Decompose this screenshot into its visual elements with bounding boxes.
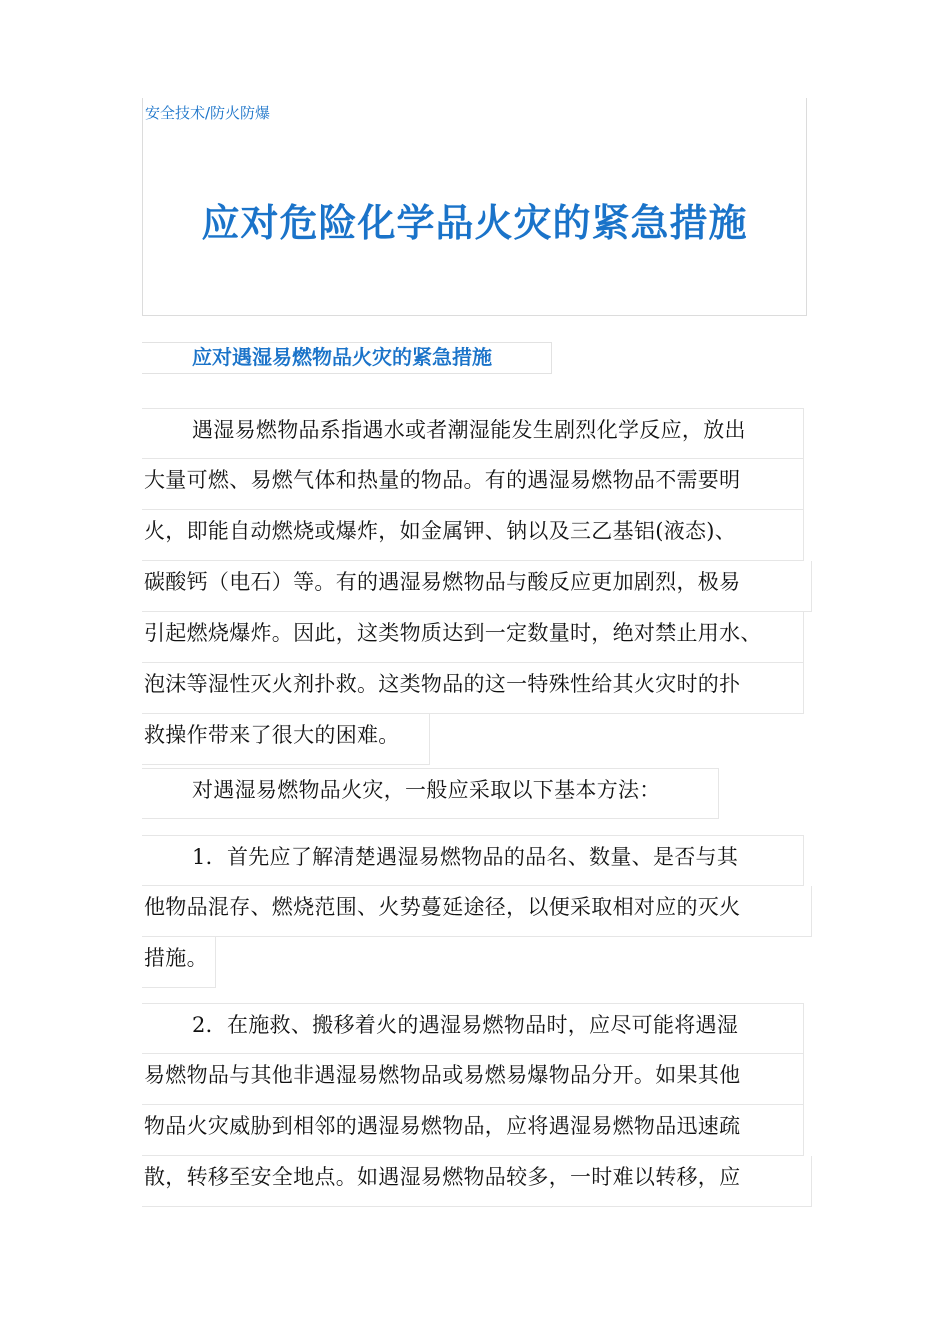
paragraph-line: 易燃物品与其他非遇湿易燃物品或易燃易爆物品分开。如果其他 [142,1054,804,1105]
paragraph-line: 救操作带来了很大的困难。 [142,714,430,765]
paragraph-line: 他物品混存、燃烧范围、火势蔓延途径，以便采取相对应的灭火 [142,886,812,937]
paragraph-3 [142,835,812,988]
paragraph-line: 火，即能自动燃烧或爆炸，如金属钾、钠以及三乙基铝(液态)、 [142,510,804,561]
paragraph-4 [142,1003,812,1207]
section-heading: 应对遇湿易燃物品火灾的紧急措施 [142,342,552,374]
paragraph-line: 遇湿易燃物品系指遇水或者潮湿能发生剧烈化学反应，放出 [142,408,804,459]
category-label: 安全技术/防火防爆 [145,104,271,122]
paragraph-1 [142,408,812,765]
paragraph-line: 物品火灾威胁到相邻的遇湿易燃物品，应将遇湿易燃物品迅速疏 [142,1105,804,1156]
paragraph-line: 散，转移至安全地点。如遇湿易燃物品较多，一时难以转移，应 [142,1156,812,1207]
paragraph-line: 2．在施救、搬移着火的遇湿易燃物品时，应尽可能将遇湿 [142,1003,804,1054]
paragraph-line: 措施。 [142,937,216,988]
paragraph-line: 对遇湿易燃物品火灾，一般应采取以下基本方法： [142,768,719,819]
paragraph-line: 1．首先应了解清楚遇湿易燃物品的品名、数量、是否与其 [142,835,804,886]
paragraph-2 [142,768,812,819]
paragraph-line: 泡沫等湿性灭火剂扑救。这类物品的这一特殊性给其火灾时的扑 [142,663,804,714]
paragraph-line: 引起燃烧爆炸。因此，这类物质达到一定数量时，绝对禁止用水、 [142,612,804,663]
paragraph-line: 碳酸钙（电石）等。有的遇湿易燃物品与酸反应更加剧烈，极易 [142,561,812,612]
paragraph-line: 大量可燃、易燃气体和热量的物品。有的遇湿易燃物品不需要明 [142,459,804,510]
page-title: 应对危险化学品火灾的紧急措施 [201,201,748,245]
